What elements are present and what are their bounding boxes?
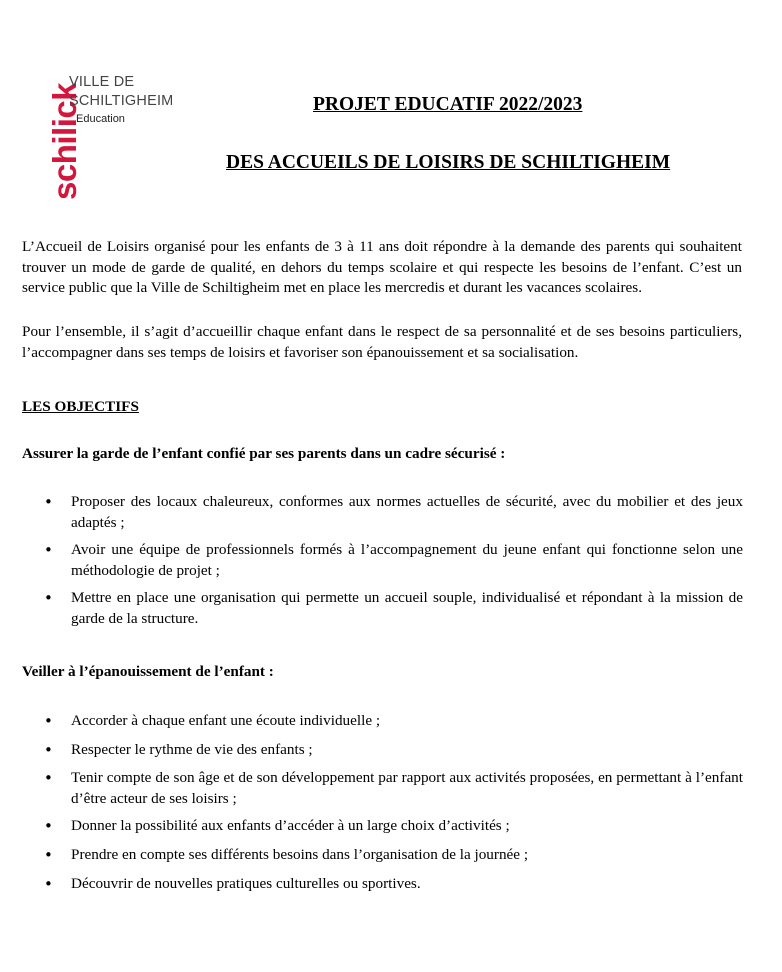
list-item-text: Donner la possibilité aux enfants d’accéder à un large choix d’activités ; <box>71 817 510 834</box>
bullet-icon: • <box>44 541 53 559</box>
intro-paragraph-1: L’Accueil de Loisirs organisé pour les enfants de 3 à 11 ans doit répondre à la demande des parents qui souhaitent trouver un mode de garde de qualité, en dehors du temps scolaire et qui respecte les besoins de l’enfant. C’est un service public que la Ville de Schiltigheim met en place les mercredis et durant les vacances scolaires. <box>22 238 742 296</box>
list-item-text: Découvrir de nouvelles pratiques culturelles ou sportives. <box>71 875 421 892</box>
section-1-heading: Assurer la garde de l’enfant confié par ses parents dans un cadre sécurisé : <box>22 445 506 462</box>
list-item-text: Prendre en compte ses différents besoins dans l’organisation de la journée ; <box>71 846 529 863</box>
bullet-icon: • <box>44 817 53 835</box>
list-item <box>44 768 743 809</box>
list-item-text: Tenir compte de son âge et de son développement par rapport aux activités proposées, en permettant à l’enfant d’être acteur de ses loisirs ; <box>71 769 743 807</box>
intro-paragraph-2: Pour l’ensemble, il s’agit d’accueillir chaque enfant dans le respect de sa personnalité et de ses besoins particuliers, l’accompagner dans ses temps de loisirs et favoriser son épanouissement et sa socialisation. <box>22 323 742 361</box>
list-item-text: Respecter le rythme de vie des enfants ; <box>71 741 313 758</box>
logo-ville-de: VILLE DE <box>69 74 135 90</box>
list-item-text: Avoir une équipe de professionnels formés à l’accompagnement du jeune enfant qui fonctionne selon une méthodologie de projet ; <box>71 541 743 579</box>
list-item-text: Proposer des locaux chaleureux, conformes aux normes actuelles de sécurité, avec du mobilier et des jeux adaptés ; <box>71 493 743 531</box>
logo-city-name: SCHILTIGHEIM <box>69 93 174 109</box>
list-item <box>44 588 743 629</box>
logo-wordmark: schilick <box>46 82 83 200</box>
list-item <box>44 711 743 732</box>
list-item <box>44 816 743 837</box>
list-item-text: Mettre en place une organisation qui permette un accueil souple, individualisé et répondant à la mission de garde de la structure. <box>71 589 743 627</box>
city-logo <box>36 62 186 207</box>
section-2-heading: Veiller à l’épanouissement de l’enfant : <box>22 663 274 680</box>
list-item <box>44 874 743 895</box>
bullet-icon: • <box>44 589 53 607</box>
objectifs-heading: LES OBJECTIFS <box>22 398 139 415</box>
list-item <box>44 492 743 533</box>
bullet-icon: • <box>44 846 53 864</box>
bullet-icon: • <box>44 769 53 787</box>
list-item <box>44 540 743 581</box>
bullet-icon: • <box>44 493 53 511</box>
document-title: PROJET EDUCATIF 2022/2023 <box>313 94 583 115</box>
document-subtitle: DES ACCUEILS DE LOISIRS DE SCHILTIGHEIM <box>226 152 671 173</box>
list-item <box>44 740 743 761</box>
bullet-icon: • <box>44 712 53 730</box>
bullet-icon: • <box>44 741 53 759</box>
bullet-icon: • <box>44 875 53 893</box>
logo-department: Education <box>76 113 125 125</box>
list-item-text: Accorder à chaque enfant une écoute individuelle ; <box>71 712 381 729</box>
list-item <box>44 845 743 866</box>
